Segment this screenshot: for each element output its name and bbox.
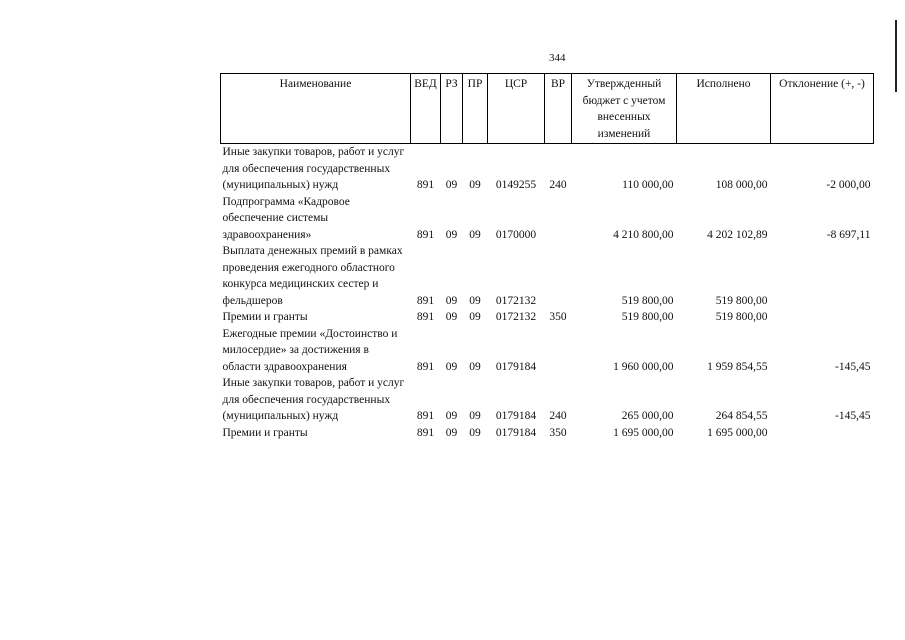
- row-deviation: -145,45: [835, 360, 871, 373]
- row-pr: 09: [469, 311, 481, 323]
- row-pr: 09: [469, 410, 481, 422]
- header-name: Наименование: [221, 74, 411, 144]
- row-executed: 1 959 854,55: [707, 360, 768, 373]
- row-pr: 09: [469, 228, 481, 241]
- row-ved: 891: [416, 360, 435, 373]
- table-row: [221, 144, 874, 194]
- table-row: [221, 326, 874, 376]
- page-number: 344: [549, 52, 566, 64]
- budget-table: [220, 73, 874, 441]
- row-rz: 09: [445, 410, 458, 422]
- row-ved: 891: [416, 426, 435, 439]
- row-csr: 0179184: [495, 360, 537, 373]
- row-approved: 265 000,00: [621, 410, 674, 422]
- row-ved: 891: [416, 294, 435, 307]
- row-vr: 240: [549, 179, 567, 191]
- table-row: [221, 309, 874, 326]
- row-deviation: -145,45: [835, 410, 871, 422]
- row-approved: 519 800,00: [621, 294, 674, 307]
- row-executed: 1 695 000,00: [707, 426, 768, 439]
- row-deviation: [771, 425, 874, 442]
- row-vr: 350: [549, 426, 567, 439]
- table-header-row: [221, 74, 874, 144]
- row-ved: 891: [416, 228, 435, 241]
- row-approved: 519 800,00: [621, 311, 674, 323]
- row-deviation: [771, 309, 874, 326]
- row-executed: 4 202 102,89: [707, 228, 768, 241]
- row-executed: 264 854,55: [715, 410, 768, 422]
- row-ved: 891: [416, 179, 435, 191]
- row-pr: 09: [469, 426, 481, 439]
- row-ved: 891: [416, 311, 435, 323]
- row-approved: 1 695 000,00: [613, 426, 674, 439]
- row-name: Премии и гранты: [222, 426, 308, 439]
- row-vr: [545, 194, 572, 244]
- row-deviation: -8 697,11: [826, 228, 871, 241]
- row-deviation: [771, 243, 874, 309]
- row-csr: 0179184: [495, 426, 537, 439]
- row-vr: [545, 243, 572, 309]
- row-executed: 519 800,00: [715, 294, 768, 307]
- row-csr: 0170000: [495, 228, 537, 241]
- row-vr: 240: [549, 410, 567, 422]
- row-rz: 09: [445, 228, 458, 241]
- header-executed: Исполнено: [677, 74, 771, 144]
- row-rz: 09: [445, 311, 458, 323]
- row-name: Подпрограмма «Кадровое обеспечение системы здравоохранения»: [222, 195, 350, 241]
- header-csr: ЦСР: [488, 74, 545, 144]
- row-rz: 09: [445, 294, 458, 307]
- row-deviation: -2 000,00: [826, 179, 871, 191]
- table-row: [221, 243, 874, 309]
- row-rz: 09: [445, 426, 458, 439]
- table-row: [221, 194, 874, 244]
- row-csr: 0172132: [495, 311, 537, 323]
- row-name: Иные закупки товаров, работ и услуг для обеспечения государственных (муниципальных) нужд: [222, 146, 405, 191]
- row-ved: 891: [416, 410, 435, 422]
- header-deviation: Отклонение (+, -): [771, 74, 874, 144]
- row-name: Иные закупки товаров, работ и услуг для обеспечения государственных (муниципальных) нужд: [222, 377, 405, 422]
- header-approved: Утвержденный бюджет с учетом внесенных изменений: [572, 74, 677, 144]
- row-name: Выплата денежных премий в рамках проведения ежегодного областного конкурса медицинских сестер и фельдшеров: [222, 245, 403, 307]
- header-rz: РЗ: [441, 74, 463, 144]
- row-executed: 519 800,00: [715, 311, 768, 323]
- header-ved: ВЕД: [411, 74, 441, 144]
- row-approved: 4 210 800,00: [613, 228, 674, 241]
- row-csr: 0149255: [495, 179, 537, 191]
- row-executed: 108 000,00: [715, 179, 768, 191]
- row-approved: 110 000,00: [622, 179, 674, 191]
- row-pr: 09: [469, 294, 481, 307]
- row-rz: 09: [445, 360, 458, 373]
- row-vr: [545, 326, 572, 376]
- row-pr: 09: [469, 360, 481, 373]
- row-name: Ежегодные премии «Достоинство и милосердие» за достижения в области здравоохранения: [222, 327, 398, 373]
- table-row: [221, 375, 874, 425]
- row-rz: 09: [445, 179, 458, 191]
- row-name: Премии и гранты: [222, 311, 308, 323]
- row-vr: 350: [549, 311, 567, 323]
- header-vr: ВР: [545, 74, 572, 144]
- row-csr: 0172132: [495, 294, 537, 307]
- header-pr: ПР: [463, 74, 488, 144]
- row-pr: 09: [469, 179, 481, 191]
- scan-edge-mark: [895, 20, 897, 92]
- table-row: [221, 425, 874, 442]
- row-csr: 0179184: [495, 410, 537, 422]
- row-approved: 1 960 000,00: [613, 360, 674, 373]
